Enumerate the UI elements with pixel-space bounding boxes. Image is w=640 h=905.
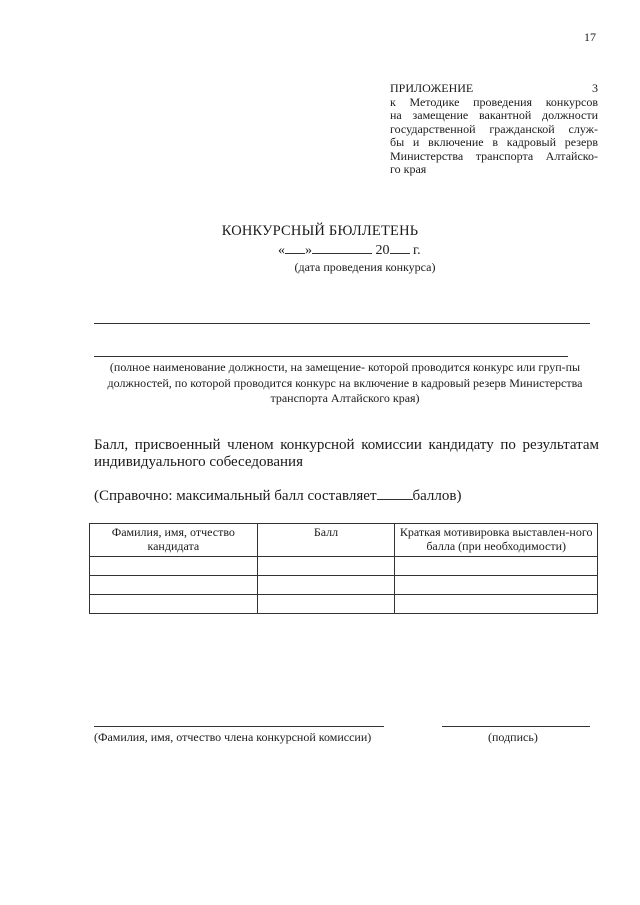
max-score-reference (94, 487, 462, 505)
motivation-cell[interactable] (395, 595, 598, 614)
appendix-line: Министерства транспорта Алтайско- (390, 148, 598, 163)
header-candidate-name: Фамилия, имя, отчество кандидата (90, 524, 258, 557)
page-number: 17 (584, 30, 596, 44)
position-line-2[interactable] (94, 356, 568, 357)
score-cell[interactable] (257, 557, 395, 576)
reference-suffix: баллов) (412, 488, 462, 504)
appendix-line: к Методике проведения конкурсов (390, 94, 598, 109)
appendix-line: бы и включение в кадровый резерв (390, 135, 598, 149)
candidates-table (89, 523, 598, 614)
candidate-name-cell[interactable] (90, 576, 258, 595)
close-quote: » (305, 243, 312, 258)
year-blank[interactable] (390, 241, 410, 254)
candidate-name-cell[interactable] (90, 595, 258, 614)
open-quote: « (278, 243, 285, 258)
month-blank[interactable] (312, 241, 372, 254)
appendix-line: на замещение вакантной должности (390, 108, 598, 122)
table-row (90, 557, 598, 576)
year-suffix: г. (413, 243, 421, 258)
appendix-line: государственной гражданской служ- (390, 121, 598, 136)
day-blank[interactable] (285, 241, 305, 254)
candidate-name-cell[interactable] (90, 557, 258, 576)
max-score-blank[interactable] (377, 487, 413, 500)
date-caption: (дата проведения конкурса) (294, 260, 436, 274)
score-cell[interactable] (257, 576, 395, 595)
document-title: КОНКУРСНЫЙ БЮЛЛЕТЕНЬ (221, 223, 419, 239)
position-caption: (полное наименование должности, на замещение- которой проводится конкурс или груп-пы должностей, по которой проводится конкурс на включение в кадровый резерв Министерства транспорта Алтайского края) (107, 360, 583, 405)
member-name-caption: (Фамилия, имя, отчество члена конкурсной комиссии) (94, 730, 372, 744)
appendix-line: го края (390, 162, 427, 176)
header-motivation: Краткая мотивировка выставлен-ного балла (при необходимости) (395, 524, 598, 557)
member-name-line[interactable] (94, 726, 384, 727)
appendix-line: ПРИЛОЖЕНИЕ 3 (390, 81, 598, 95)
date-line (278, 241, 421, 259)
position-line-1[interactable] (94, 323, 590, 324)
table-row (90, 576, 598, 595)
reference-prefix: (Справочно: максимальный балл составляет (94, 488, 377, 504)
signature-line[interactable] (442, 726, 590, 727)
score-paragraph: Балл, присвоенный членом конкурсной комиссии кандидату по результатам индивидуального собеседования (94, 437, 599, 470)
appendix-block (390, 82, 598, 177)
signature-caption: (подпись) (488, 730, 538, 744)
table-header-row (90, 524, 598, 557)
motivation-cell[interactable] (395, 576, 598, 595)
score-cell[interactable] (257, 595, 395, 614)
motivation-cell[interactable] (395, 557, 598, 576)
table-row (90, 595, 598, 614)
header-score: Балл (257, 524, 395, 557)
year-prefix: 20 (375, 243, 390, 258)
